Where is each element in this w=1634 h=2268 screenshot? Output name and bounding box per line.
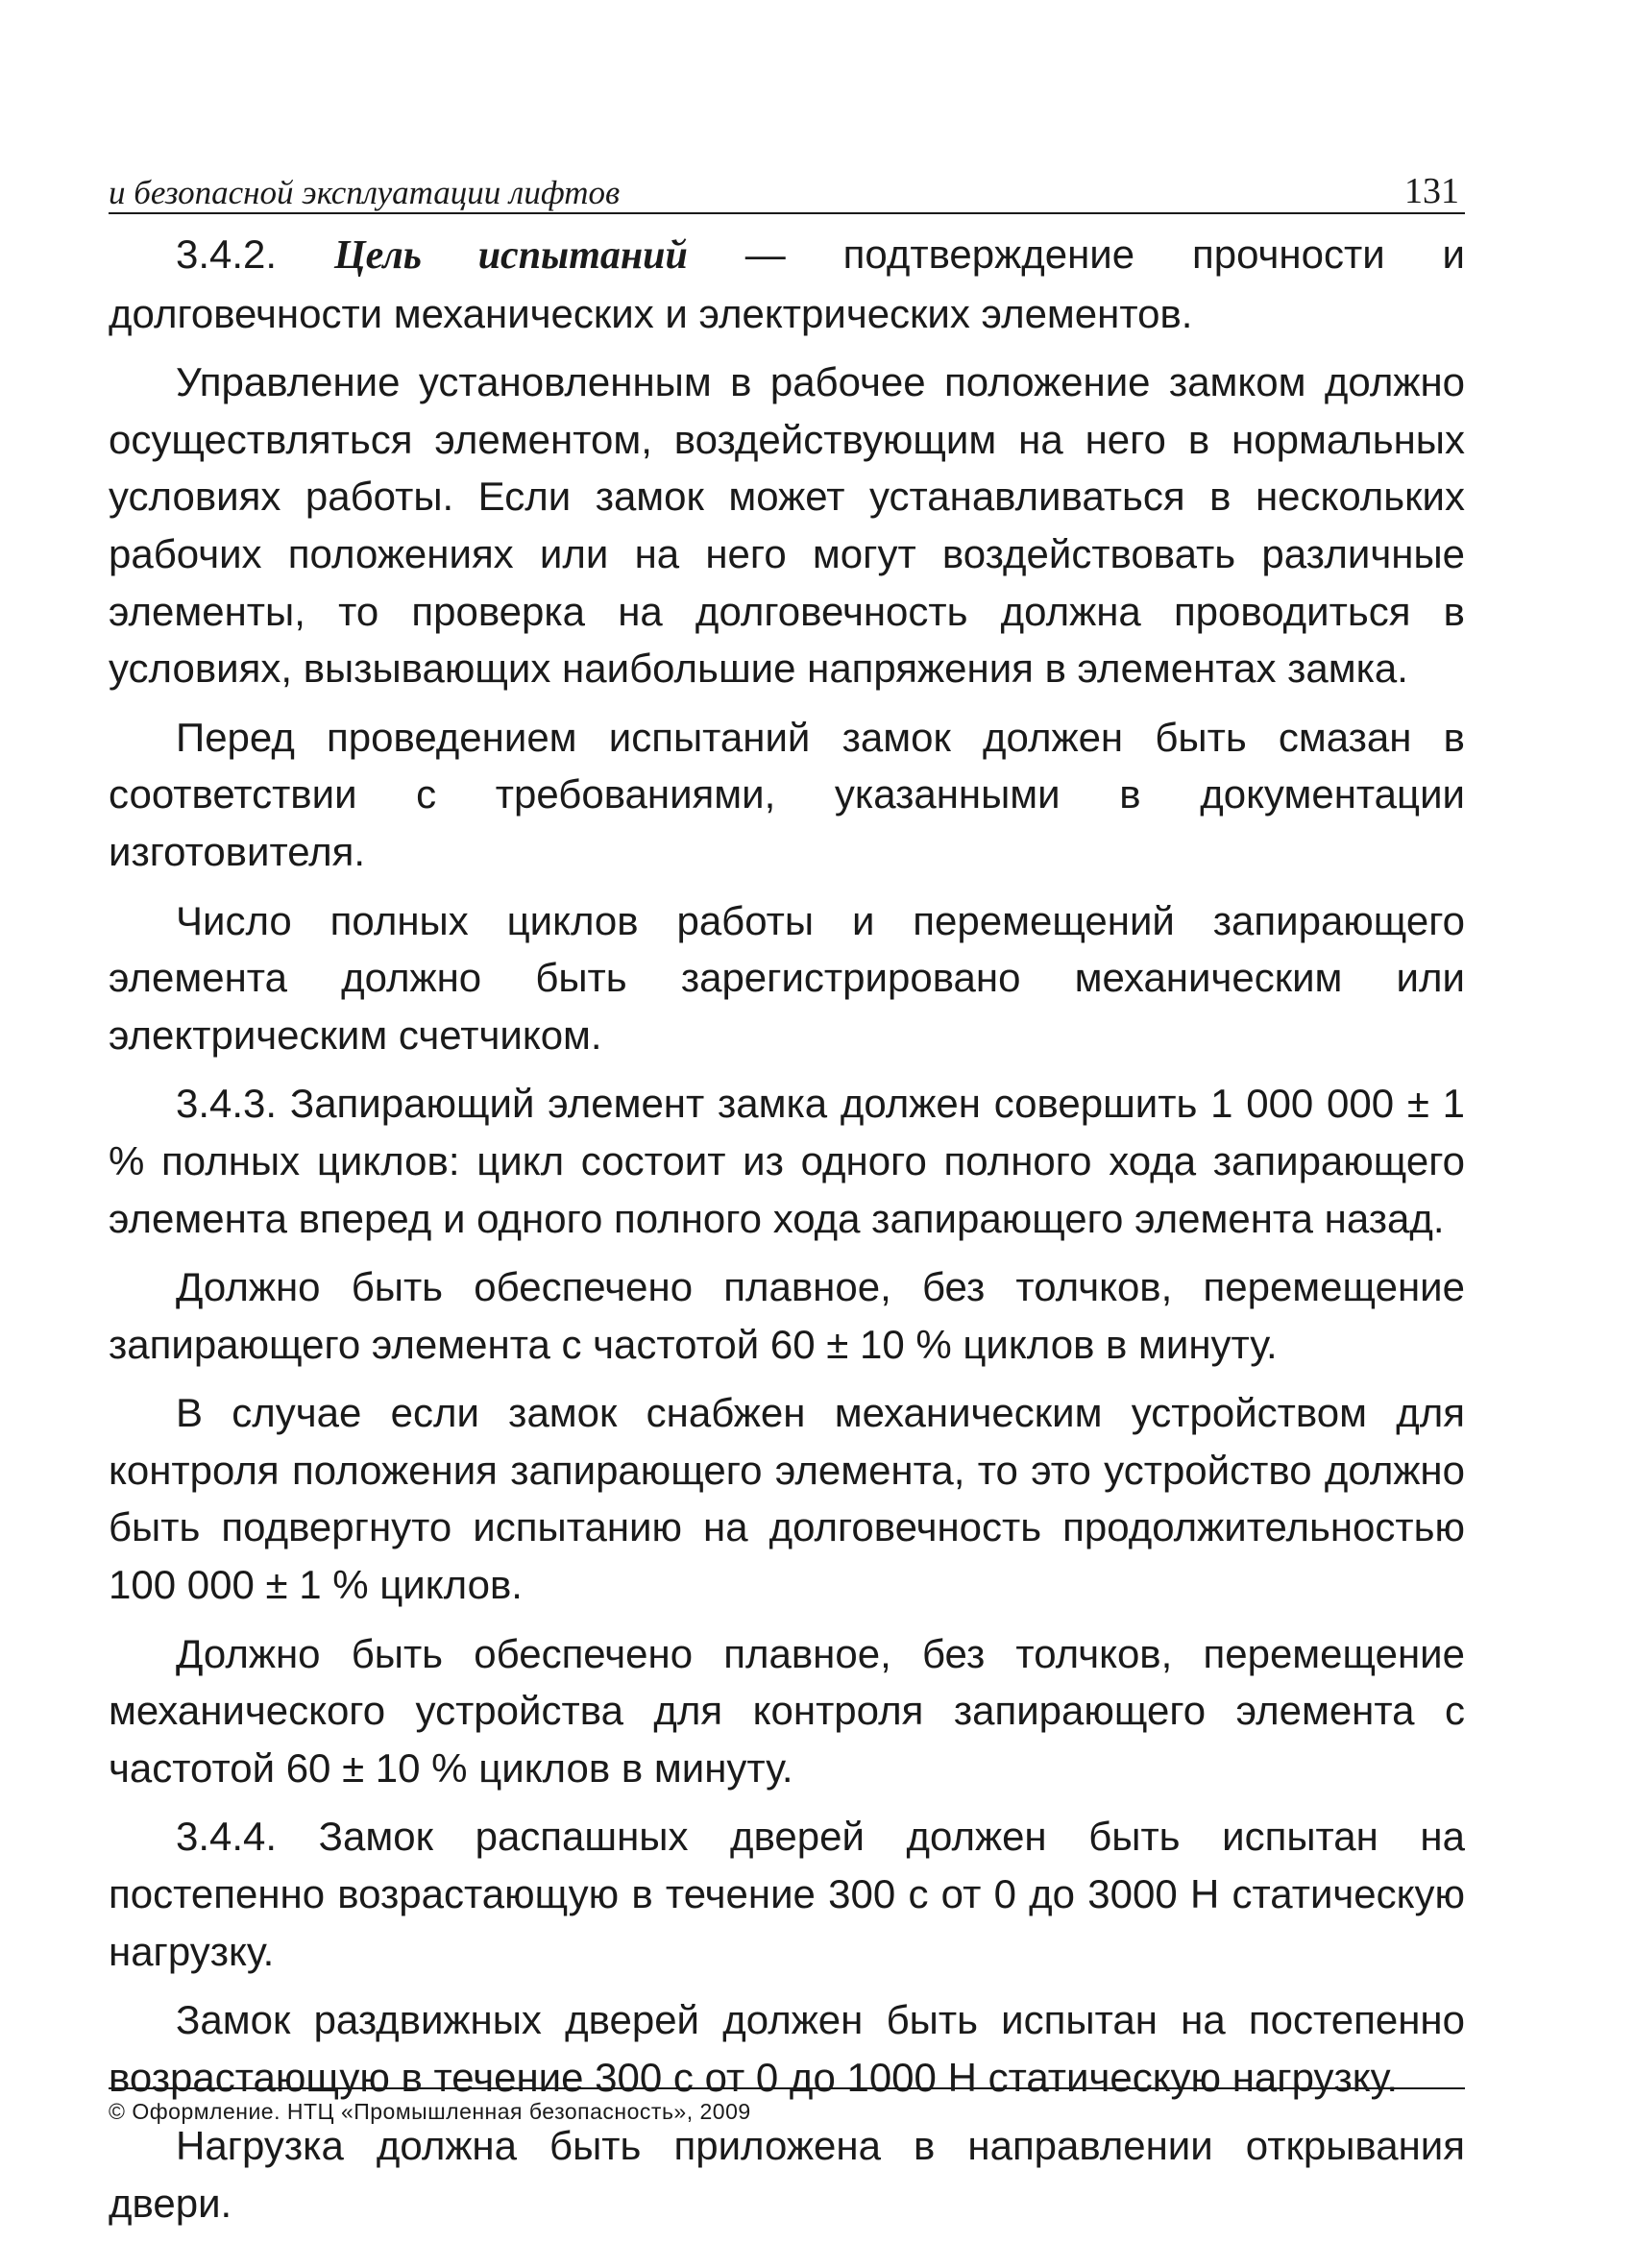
- paragraph: Замок раздвижных дверей должен быть испытан на постепенно возрастающую в течение 300 с от 0 до 1000 Н статическую нагрузку.: [109, 1997, 1465, 2100]
- page-number: 131: [1404, 171, 1459, 211]
- defined-term: Цель испытаний: [333, 233, 688, 278]
- footer-copyright: © Оформление. НТЦ «Промышленная безопасность», 2009: [109, 2087, 1465, 2125]
- paragraph-3-4-4: 3.4.4. Замок распашных дверей должен быть испытан на постепенно возрастающую в течение 300 с от 0 до 3000 Н статическую нагрузку.: [109, 1814, 1465, 1974]
- paragraph-text: — подтверждение прочности и долговечности механических и электрических элементов.: [109, 232, 1465, 336]
- paragraph: Перед проведением испытаний замок должен быть смазан в соответствии с требованиями, указанными в документации изготовителя.: [109, 714, 1465, 874]
- section-number: 3.4.2.: [176, 232, 334, 277]
- paragraph: Должно быть обеспечено плавное, без толчков, перемещение запирающего элемента с частотой 60 ± 10 % циклов в минуту.: [109, 1264, 1465, 1367]
- paragraph: Управление установленным в рабочее положение замком должно осуществляться элементом, воздействующим на него в нормальных условиях работы. Если замок может устанавливаться в нескольких рабочих положениях или на него могут воздействовать различные элементы, то проверка на долговечность должна проводиться в условиях, вызывающих наибольшие напряжения в элементах замка.: [109, 359, 1465, 692]
- running-title: и безопасной эксплуатации лифтов: [109, 174, 621, 211]
- paragraph-3-4-2: [109, 226, 1465, 342]
- document-page: [109, 159, 1465, 2226]
- paragraph: В случае если замок снабжен механическим устройством для контроля положения запирающего элемента, то это устройство должно быть подвергнуто испытанию на долговечность продолжительностью 100 000 ± 1 % циклов.: [109, 1390, 1465, 1608]
- paragraph: Нагрузка должна быть приложена в направлении открывания двери.: [109, 2123, 1465, 2226]
- running-header: [109, 159, 1465, 214]
- paragraph: Должно быть обеспечено плавное, без толчков, перемещение механического устройства для контроля запирающего элемента с частотой 60 ± 10 % циклов в минуту.: [109, 1630, 1465, 1791]
- paragraph-3-4-3: 3.4.3. Запирающий элемент замка должен совершить 1 000 000 ± 1 % полных циклов: цикл состоит из одного полного хода запирающего элемента вперед и одного полного хода запирающего элемента назад.: [109, 1081, 1465, 1241]
- paragraph: Число полных циклов работы и перемещений запирающего элемента должно быть зарегистрировано механическим или электрическим счетчиком.: [109, 897, 1465, 1058]
- body-text: [109, 226, 1465, 2232]
